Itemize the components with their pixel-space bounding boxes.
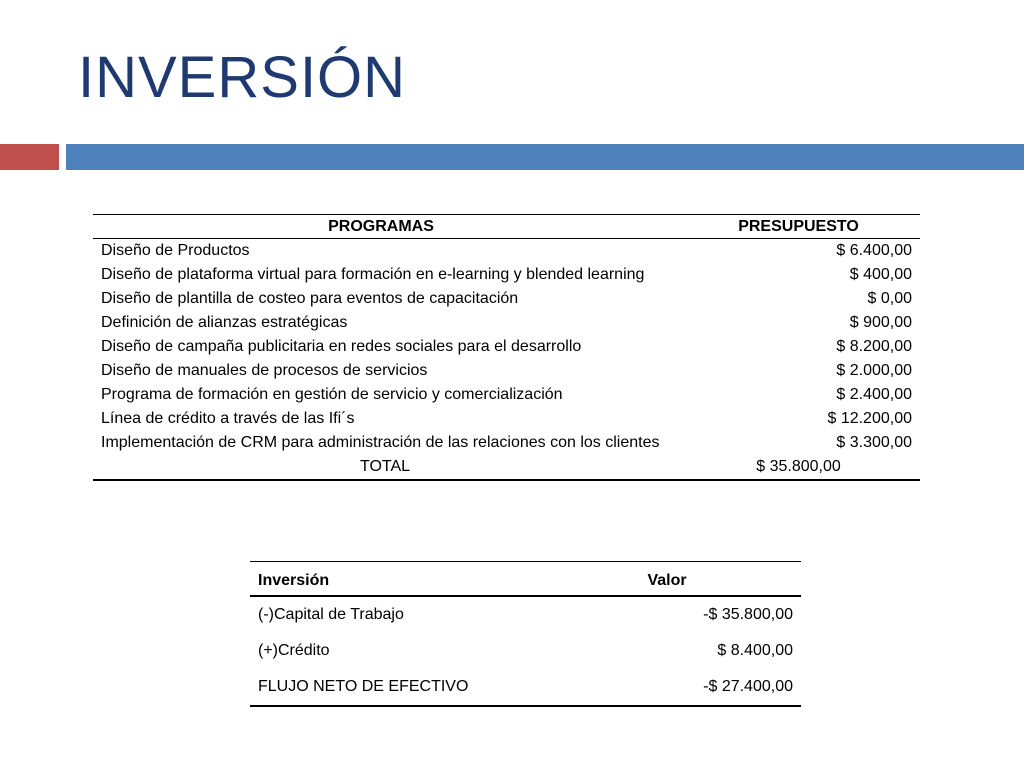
table-row — [93, 311, 920, 335]
program-name: Definición de alianzas estratégicas — [101, 314, 348, 331]
program-name: Implementación de CRM para administración de las relaciones con los clientes — [101, 434, 660, 451]
investment-table — [250, 561, 801, 707]
investment-value: $ 8.400,00 — [717, 642, 793, 659]
program-budget: $ 0,00 — [867, 290, 912, 307]
accent-bar-red — [0, 144, 59, 170]
header-programas: PROGRAMAS — [93, 215, 677, 239]
total-row — [93, 455, 920, 480]
program-name: Diseño de plantilla de costeo para eventos de capacitación — [101, 290, 519, 307]
table-row — [250, 669, 801, 706]
program-name: Diseño de Productos — [101, 242, 250, 259]
program-budget: $ 8.200,00 — [836, 338, 912, 355]
table-row — [250, 633, 801, 669]
table-row — [250, 596, 801, 633]
program-name: Diseño de campaña publicitaria en redes sociales para el desarrollo — [101, 338, 582, 355]
total-value: $ 35.800,00 — [756, 458, 841, 475]
program-budget: $ 2.000,00 — [836, 362, 912, 379]
header-presupuesto: PRESUPUESTO — [677, 215, 920, 239]
table-row — [93, 335, 920, 359]
investment-value: -$ 27.400,00 — [703, 678, 793, 695]
table-row — [93, 359, 920, 383]
slide-title: INVERSIÓN — [78, 45, 407, 110]
program-name: Línea de crédito a través de las Ifi´s — [101, 410, 355, 427]
program-budget: $ 3.300,00 — [836, 434, 912, 451]
programs-table — [93, 214, 920, 481]
investment-value: -$ 35.800,00 — [703, 606, 793, 623]
program-budget: $ 12.200,00 — [827, 410, 912, 427]
total-label: TOTAL — [359, 458, 411, 475]
header-valor: Valor — [625, 562, 801, 597]
investment-label: FLUJO NETO DE EFECTIVO — [258, 678, 469, 695]
program-budget: $ 2.400,00 — [836, 386, 912, 403]
investment-label: (+)Crédito — [258, 642, 330, 659]
table-row — [93, 287, 920, 311]
investment-label: (-)Capital de Trabajo — [258, 606, 404, 623]
header-inversion: Inversión — [250, 562, 625, 597]
program-name: Programa de formación en gestión de servicio y comercialización — [101, 386, 563, 403]
program-name: Diseño de plataforma virtual para formación en e-learning y blended learning — [101, 266, 645, 283]
table-row — [93, 263, 920, 287]
program-budget: $ 900,00 — [849, 314, 912, 331]
program-budget: $ 400,00 — [849, 266, 912, 283]
program-budget: $ 6.400,00 — [836, 242, 912, 259]
programs-header-row — [93, 215, 920, 239]
investment-header-row — [250, 562, 801, 597]
table-row — [93, 239, 920, 264]
accent-bar-blue — [66, 144, 1024, 170]
table-row — [93, 431, 920, 455]
table-row — [93, 383, 920, 407]
program-name: Diseño de manuales de procesos de servicios — [101, 362, 428, 379]
table-row — [93, 407, 920, 431]
